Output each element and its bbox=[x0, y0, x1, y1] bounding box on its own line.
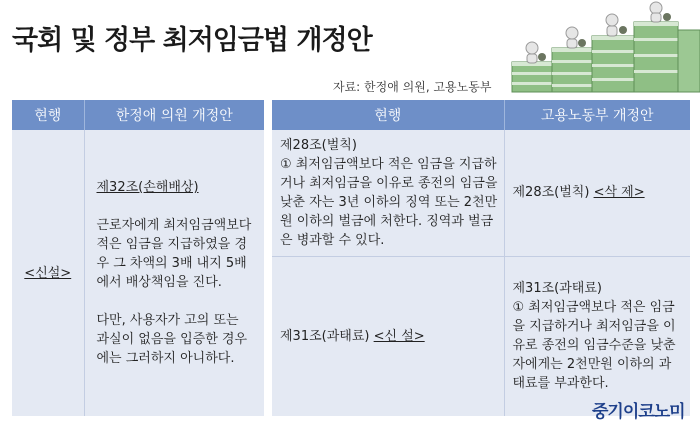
money-stacks-figures-icon bbox=[502, 0, 700, 96]
article-32-para-1: 근로자에게 최저임금액보다 적은 임금을 지급하였을 경우 그 차액의 3배 내지 5배에서 배상책임을 진다. bbox=[96, 218, 252, 290]
article-31-current-title: 제31조(과태료) bbox=[280, 328, 370, 344]
right-comparison-table bbox=[272, 100, 690, 416]
col-header-labor-ministry-proposal: 고용노동부 개정안 bbox=[504, 100, 690, 130]
article-28-proposal-title: 제28조(벌칙) bbox=[512, 185, 590, 201]
article-32-para-2: 다만, 사용자가 고의 또는 과실이 없음을 입증한 경우에는 그러하지 아니하다. bbox=[96, 313, 248, 366]
source-note: 자료: 한정애 의원, 고용노동부 bbox=[333, 80, 492, 94]
col-header-hanjeongae-proposal: 한정애 의원 개정안 bbox=[84, 100, 264, 130]
delete-mark: <삭 제> bbox=[593, 185, 645, 201]
new-provision-mark: <신설> bbox=[24, 265, 72, 281]
article-31-proposal-title: 제31조(과태료) bbox=[512, 281, 602, 297]
page-title: 국회 및 정부 최저임금법 개정안 bbox=[12, 25, 372, 56]
col-header-current: 현행 bbox=[272, 100, 504, 130]
new-provision-mark: <신 설> bbox=[373, 328, 425, 344]
article-31-proposal-text: ① 최저임금액보다 적은 임금을 지급하거나 최저임금을 이유로 종전의 임금수준을 낮춘 자에게는 2천만원 이하의 과태료를 부과한다. bbox=[512, 300, 676, 392]
article-32-title: 제32조(손해배상) bbox=[96, 180, 199, 195]
article-28-current-text: ① 최저임금액보다 적은 임금을 지급하거나 최저임금을 이유로 종전의 임금을 낮춘 자는 3년 이하의 징역 또는 2천만원 이하의 벌금에 처한다. 징역과 벌금은 병과할 수 있다. bbox=[280, 156, 498, 248]
publisher-logo: 중기이코노미 bbox=[592, 402, 685, 422]
col-header-current: 현행 bbox=[12, 100, 84, 130]
article-28-current-title: 제28조(벌칙) bbox=[280, 137, 357, 153]
left-comparison-table bbox=[12, 100, 264, 416]
